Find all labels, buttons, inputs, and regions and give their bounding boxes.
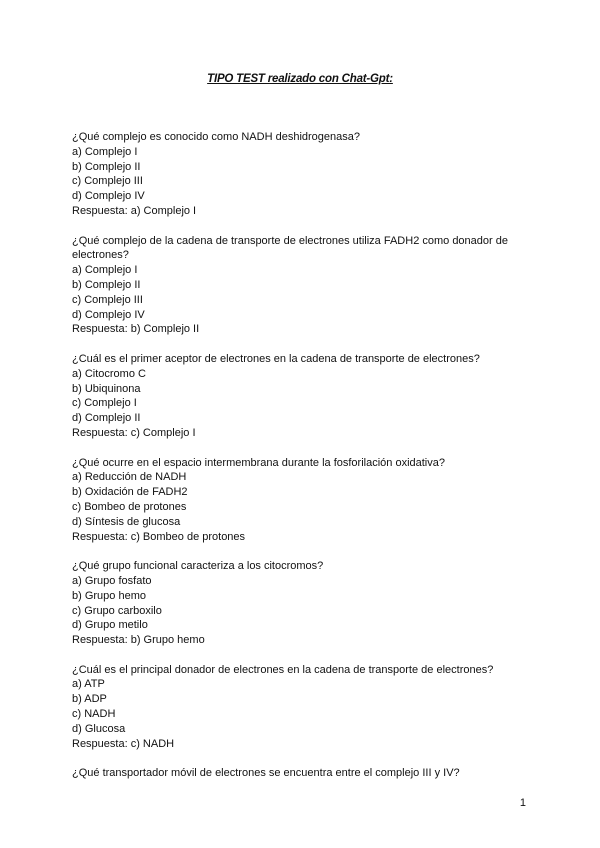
option-a: a) Grupo fosfato: [72, 574, 152, 587]
option-c: c) Grupo carboxilo: [72, 604, 162, 617]
answer-text: Respuesta: b) Grupo hemo: [72, 634, 205, 647]
page-number: 1: [519, 797, 526, 809]
option-c: c) Complejo III: [72, 293, 143, 306]
question-text: ¿Qué ocurre en el espacio intermembrana durante la fosforilación oxidativa?: [72, 456, 445, 469]
option-c: c) Complejo III: [72, 175, 143, 188]
option-b: b) Grupo hemo: [72, 589, 146, 602]
question-block: [72, 663, 532, 752]
question-block: [72, 352, 532, 441]
question-text: ¿Qué complejo de la cadena de transporte de electrones utiliza FADH2 como donador de electrones?: [72, 234, 508, 262]
question-list: [72, 130, 532, 796]
answer-text: Respuesta: a) Complejo I: [72, 204, 197, 217]
option-d: d) Grupo metilo: [72, 619, 148, 632]
option-c: c) Complejo I: [72, 397, 137, 410]
option-b: b) ADP: [72, 693, 107, 706]
question-text: ¿Qué complejo es conocido como NADH deshidrogenasa?: [72, 131, 360, 143]
question-block: [72, 766, 532, 781]
option-a: a) ATP: [72, 678, 105, 691]
document-title: TIPO TEST realizado con Chat-Gpt:: [207, 73, 393, 85]
answer-text: Respuesta: b) Complejo II: [72, 323, 200, 336]
option-a: a) Complejo I: [72, 264, 138, 277]
question-block: [72, 559, 532, 648]
option-b: b) Ubiquinona: [72, 382, 141, 395]
question-text: ¿Qué grupo funcional caracteriza a los citocromos?: [72, 560, 324, 573]
option-b: b) Oxidación de FADH2: [72, 486, 188, 499]
question-text: ¿Cuál es el primer aceptor de electrones en la cadena de transporte de electrones?: [72, 352, 480, 365]
option-a: a) Reducción de NADH: [72, 471, 187, 484]
option-d: d) Complejo IV: [72, 308, 145, 321]
question-text: ¿Qué transportador móvil de electrones se encuentra entre el complejo III y IV?: [72, 767, 460, 780]
option-c: c) NADH: [72, 708, 116, 721]
answer-text: Respuesta: c) NADH: [72, 737, 175, 750]
option-d: d) Complejo II: [72, 412, 141, 425]
option-a: a) Citocromo C: [72, 367, 146, 380]
question-block: [72, 130, 532, 219]
answer-text: Respuesta: c) Bombeo de protones: [72, 530, 246, 543]
option-a: a) Complejo I: [72, 145, 138, 158]
option-b: b) Complejo II: [72, 160, 141, 173]
option-d: d) Complejo IV: [72, 190, 145, 203]
question-text: ¿Cuál es el principal donador de electrones en la cadena de transporte de electrones?: [72, 663, 494, 676]
option-d: d) Síntesis de glucosa: [72, 515, 181, 528]
option-d: d) Glucosa: [72, 722, 126, 735]
option-b: b) Complejo II: [72, 278, 141, 291]
option-c: c) Bombeo de protones: [72, 500, 187, 513]
question-block: [72, 234, 532, 338]
question-block: [72, 456, 532, 545]
answer-text: Respuesta: c) Complejo I: [72, 426, 196, 439]
